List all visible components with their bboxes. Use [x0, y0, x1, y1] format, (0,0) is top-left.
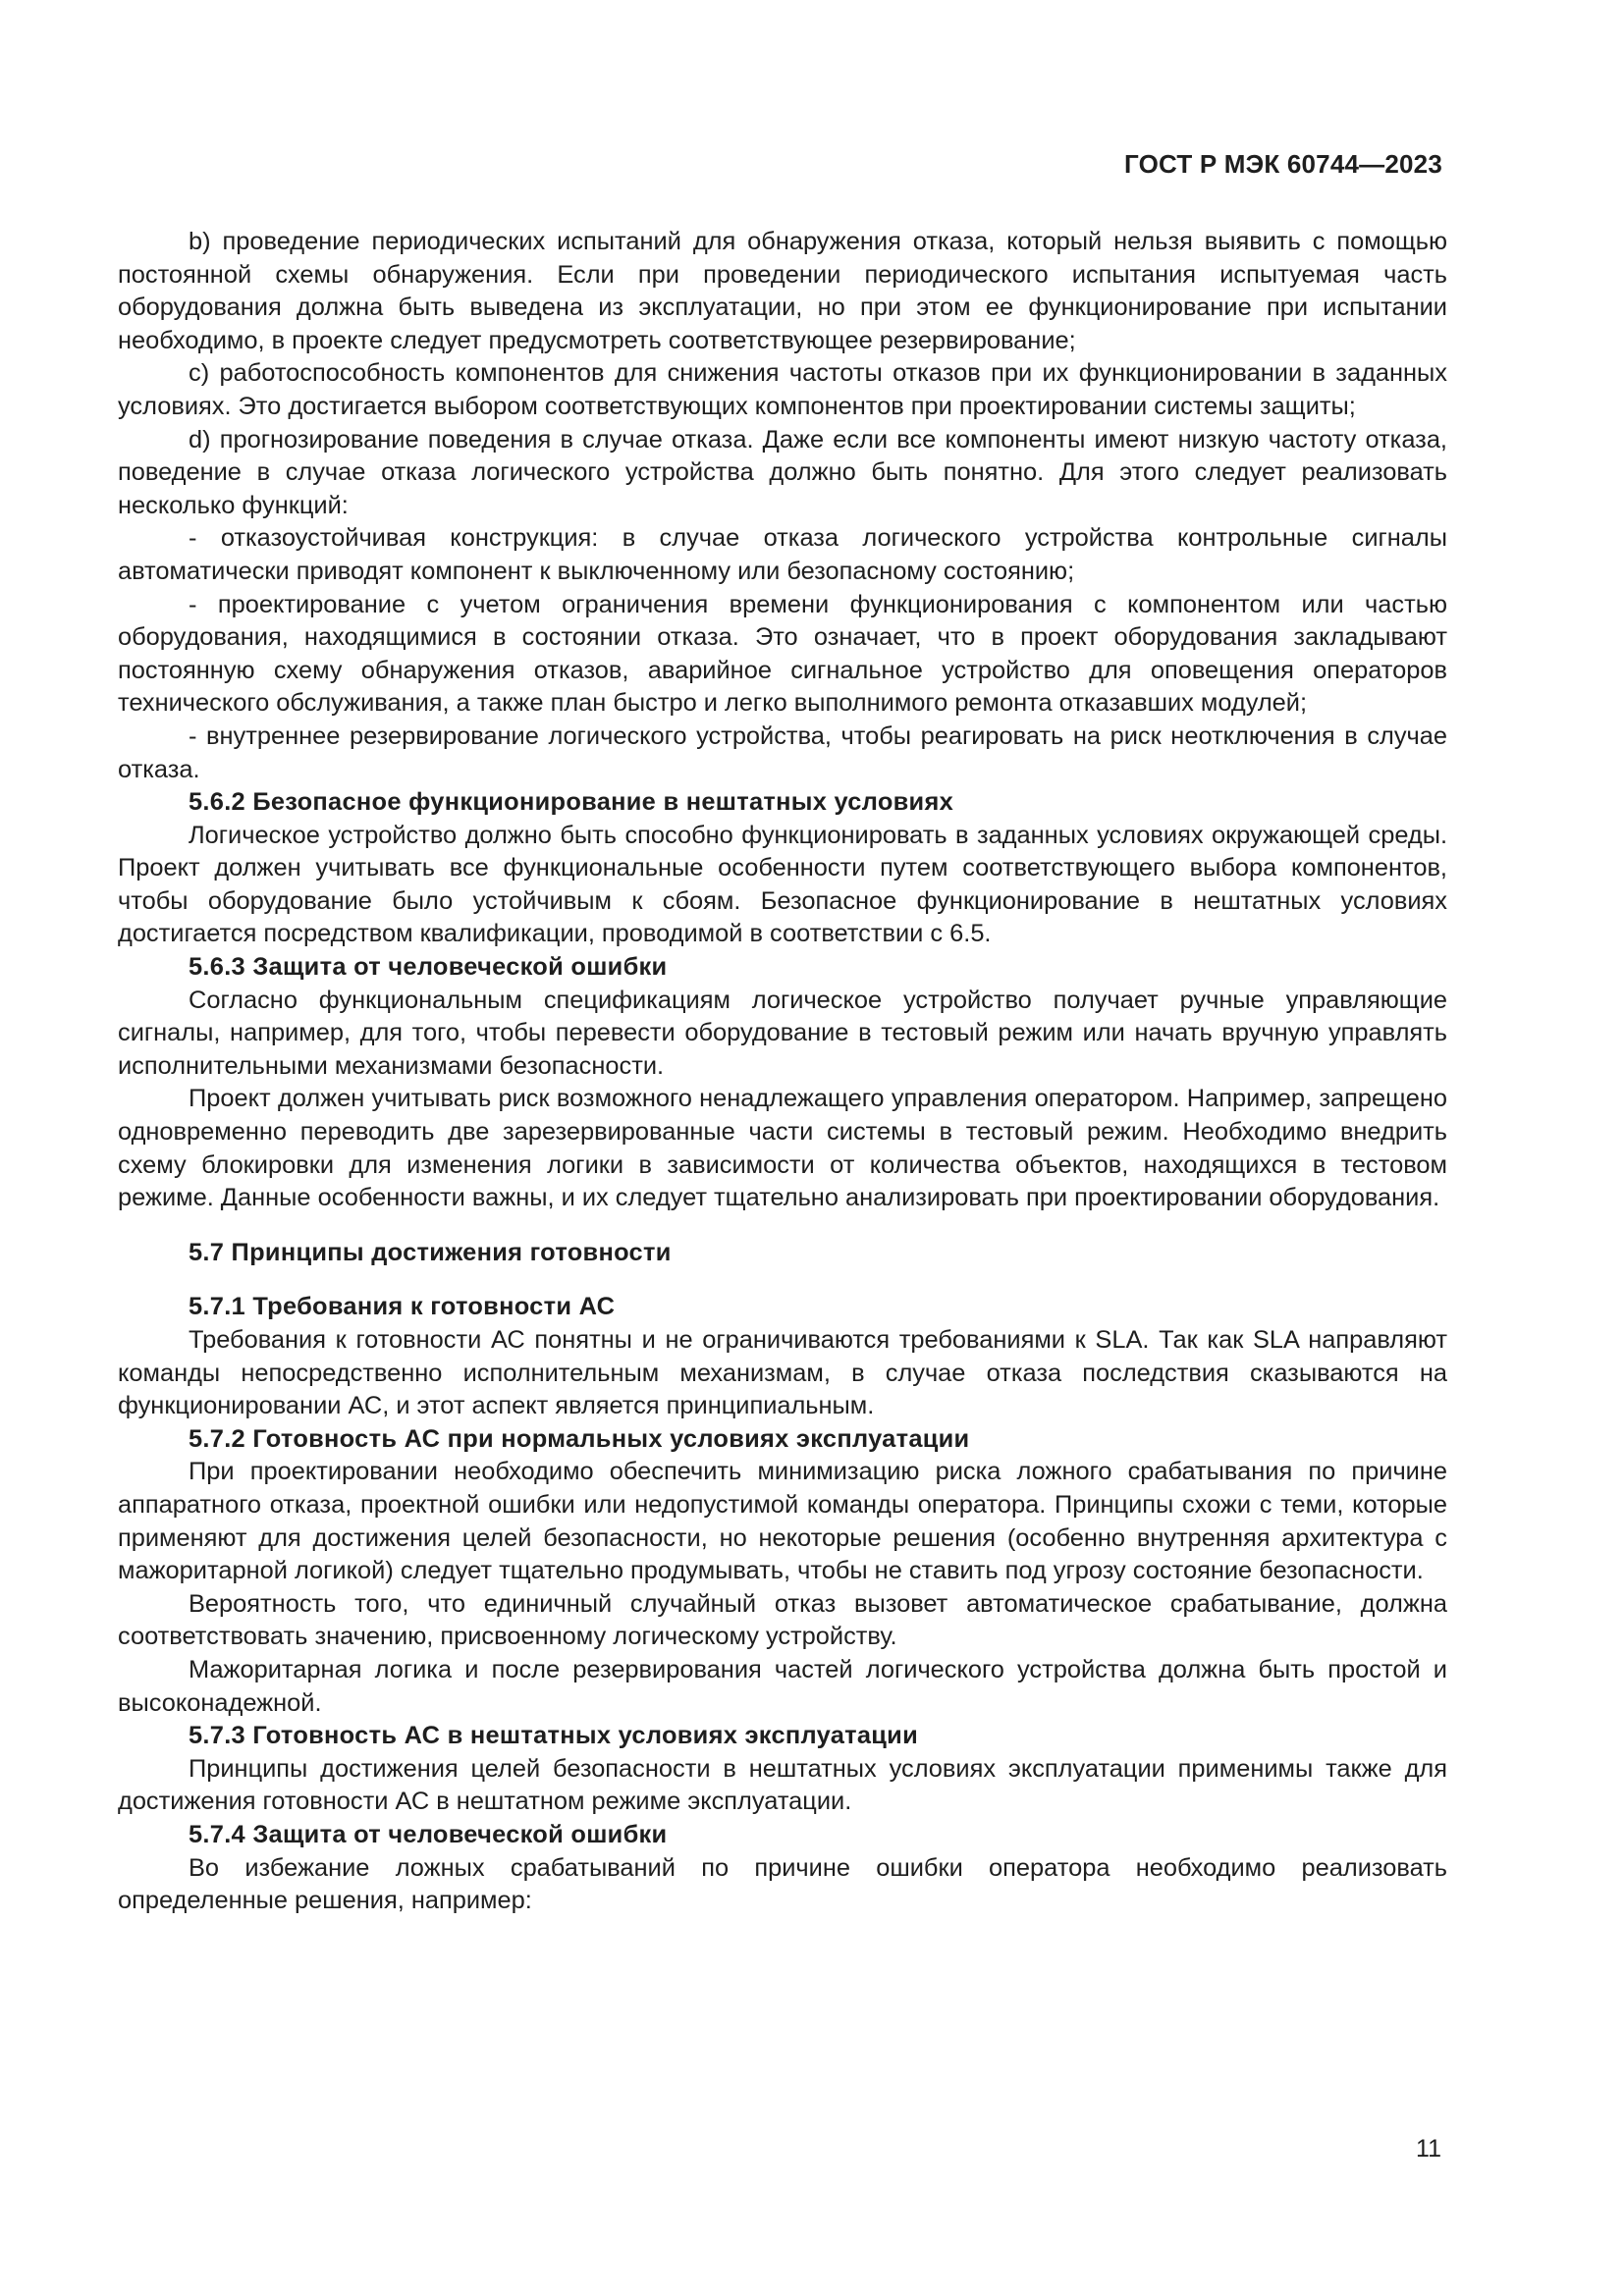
paragraph: c) работоспособность компонентов для снижения частоты отказов при их функционировании в заданных условиях. Это достигается выбором соответствующих компонентов при проектировании системы защиты;	[118, 359, 1447, 420]
document-body	[118, 226, 1447, 1918]
paragraph: d) прогнозирование поведения в случае отказа. Даже если все компоненты имеют низкую частоту отказа, поведение в случае отказа логического устройства должно быть понятно. Для этого следует реализовать несколько функций:	[118, 425, 1447, 519]
subsection-heading-5-7-2: 5.7.2 Готовность АС при нормальных условиях эксплуатации	[189, 1424, 970, 1453]
paragraph: Требования к готовности АС понятны и не ограничиваются требованиями к SLA. Так как SLA направляют команды непосредственно исполнительным механизмам, в случае отказа последствия сказываются на функционировании АС, и этот аспект является принципиальным.	[118, 1326, 1447, 1420]
paragraph: Логическое устройство должно быть способно функционировать в заданных условиях окружающей среды. Проект должен учитывать все функциональные особенности путем соответствующего выбора компонентов, чтобы оборудование было устойчивым к сбоям. Безопасное функционирование в нештатных условиях достигается посредством квалификации, проводимой в соответствии с 6.5.	[118, 821, 1447, 948]
subsection-heading-5-6-3: 5.6.3 Защита от человеческой ошибки	[189, 953, 668, 982]
paragraph: Мажоритарная логика и после резервирования частей логического устройства должна быть простой и высоконадежной.	[118, 1655, 1447, 1717]
page-number: 11	[1416, 2135, 1441, 2163]
list-item: - внутреннее резервирование логического устройства, чтобы реагировать на риск неотключения в случае отказа.	[118, 721, 1447, 783]
paragraph: Во избежание ложных срабатываний по причине ошибки оператора необходимо реализовать определенные решения, например:	[118, 1853, 1447, 1915]
subsection-heading-5-7-1: 5.7.1 Требования к готовности АС	[189, 1293, 616, 1321]
section-heading-5-7: 5.7 Принципы достижения готовности	[189, 1238, 672, 1266]
list-item: - отказоустойчивая конструкция: в случае отказа логического устройства контрольные сигналы автоматически приводят компонент к выключенному или безопасному состоянию;	[118, 524, 1447, 585]
subsection-heading-5-7-4: 5.7.4 Защита от человеческой ошибки	[189, 1820, 668, 1848]
subsection-heading-5-7-3: 5.7.3 Готовность АС в нештатных условиях эксплуатации	[189, 1722, 919, 1750]
paragraph: Принципы достижения целей безопасности в нештатных условиях эксплуатации применимы также для достижения готовности АС в нештатном режиме эксплуатации.	[118, 1754, 1447, 1816]
subsection-heading-5-6-2: 5.6.2 Безопасное функционирование в нештатных условиях	[189, 788, 953, 817]
paragraph: Согласно функциональным спецификациям логическое устройство получает ручные управляющие сигналы, например, для того, чтобы перевести оборудование в тестовый режим или начать вручную управлять исполнительными механизмами безопасности.	[118, 986, 1447, 1080]
paragraph: b) проведение периодических испытаний для обнаружения отказа, который нельзя выявить с помощью постоянной схемы обнаружения. Если при проведении периодического испытания испытуемая часть оборудования должна быть выведена из эксплуатации, но при этом ее функционирование при испытании необходимо, в проекте следует предусмотреть соответствующее резервирование;	[118, 228, 1447, 354]
document-header: ГОСТ Р МЭК 60744—2023	[1123, 149, 1442, 179]
list-item: - проектирование с учетом ограничения времени функционирования с компонентом или частью оборудования, находящимися в состоянии отказа. Это означает, что в проект оборудования закладывают постоянную схему обнаружения отказов, аварийное сигнальное устройство для оповещения операторов технического обслуживания, а также план быстро и легко выполнимого ремонта отказавших модулей;	[118, 590, 1447, 718]
paragraph: При проектировании необходимо обеспечить минимизацию риска ложного срабатывания по причине аппаратного отказа, проектной ошибки или недопустимой команды оператора. Принципы схожи с теми, которые применяют для достижения целей безопасности, но некоторые решения (особенно внутренняя архитектура с мажоритарной логикой) следует тщательно продумывать, чтобы не ставить под угрозу состояние безопасности.	[118, 1458, 1447, 1585]
paragraph: Вероятность того, что единичный случайный отказ вызовет автоматическое срабатывание, должна соответствовать значению, присвоенному логическому устройству.	[118, 1589, 1447, 1651]
paragraph: Проект должен учитывать риск возможного ненадлежащего управления оператором. Например, запрещено одновременно переводить две зарезервированные части системы в тестовый режим. Необходимо внедрить схему блокировки для изменения логики в зависимости от количества объектов, находящихся в тестовом режиме. Данные особенности важны, и их следует тщательно анализировать при проектировании оборудования.	[118, 1085, 1447, 1212]
